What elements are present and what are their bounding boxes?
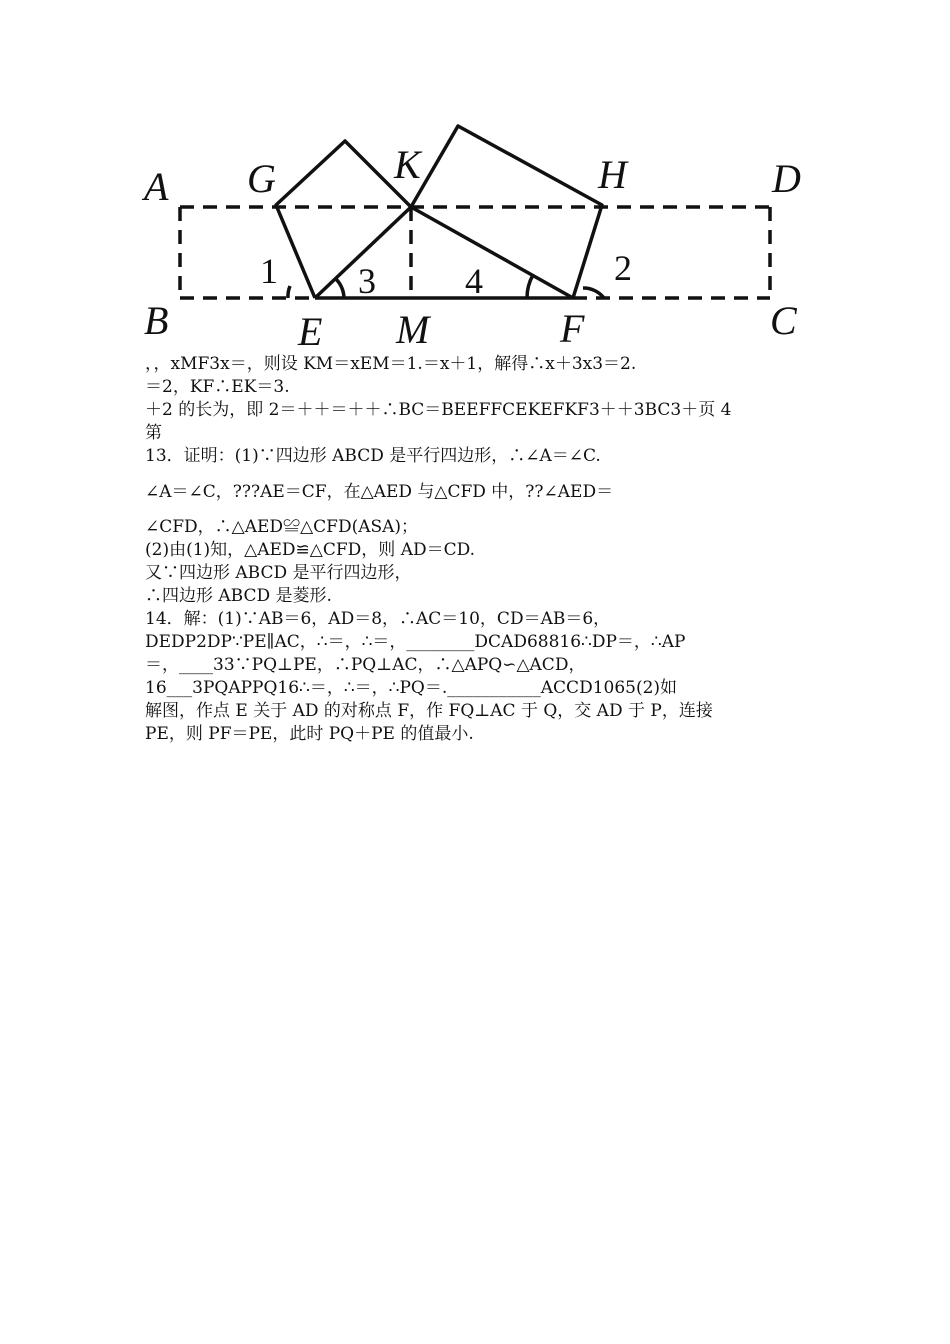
- text-line-8: (2)由(1)知，△AED≌△CFD，则 AD＝CD.: [145, 540, 476, 560]
- label-k: K: [394, 142, 421, 187]
- text-line-2: ＝2，KF∴EK＝3.: [145, 377, 290, 397]
- angle-label-2: 2: [614, 248, 632, 288]
- text-line-16: PE，则 PF＝PE，此时 PQ＋PE 的值最小.: [145, 724, 474, 744]
- text-line-9: 又∵四边形 ABCD 是平行四边形，: [145, 563, 412, 583]
- label-h: H: [598, 152, 627, 197]
- label-f: F: [560, 306, 585, 351]
- label-d: D: [772, 156, 801, 201]
- text-line-5: 13．证明：(1)∵四边形 ABCD 是平行四边形，∴∠A＝∠C.: [145, 446, 601, 466]
- text-line-7: ∠CFD，∴△AED≌△CFD(ASA)；: [145, 517, 419, 537]
- text-line-12: DEDP2DP∵PE∥AC，∴＝，∴＝，________DCAD68816∴DP＝，∴AP: [145, 632, 686, 652]
- text-line-3: ＋2 的长为，即 2＝＋＋＝＋＋∴BC＝BEEFFCEKEFKF3＋＋3BC3＋页 4: [145, 400, 732, 420]
- angle-label-3: 3: [358, 261, 376, 301]
- text-line-1: ，，xMF3x＝，则设 KM＝xEM＝1.＝x＋1，解得∴x＋3x3＝2.: [145, 354, 637, 374]
- text-line-10: ∴四边形 ABCD 是菱形.: [145, 586, 332, 606]
- label-g: G: [247, 156, 276, 201]
- text-line-14: 16___3PQAPPQ16∴＝，∴＝，∴PQ＝.___________ACCD1065(2)如: [145, 678, 678, 698]
- text-line-15: 解图，作点 E 关于 AD 的对称点 F，作 FQ⊥AC 于 Q，交 AD 于 P，连接: [145, 701, 713, 721]
- text-line-6: ∠A＝∠C，???AE＝CF，在△AED 与△CFD 中，??∠AED＝: [145, 482, 614, 502]
- solution-text: [145, 353, 825, 746]
- solid-figure-lines: [276, 126, 604, 298]
- text-line-11: 14．解：(1)∵AB＝6，AD＝8，∴AC＝10，CD＝AB＝6，: [145, 609, 611, 629]
- label-c: C: [770, 298, 797, 343]
- angle-label-4: 4: [465, 261, 483, 301]
- label-e: E: [298, 309, 323, 354]
- geometry-figure: [130, 108, 830, 358]
- text-line-4: 第: [145, 423, 162, 443]
- text-line-13: ＝，____33∵PQ⊥PE，∴PQ⊥AC，∴△APQ∽△ACD，: [145, 655, 586, 675]
- label-a: A: [144, 164, 169, 209]
- label-m: M: [396, 307, 430, 352]
- label-b: B: [144, 298, 169, 343]
- angle-label-1: 1: [260, 251, 278, 291]
